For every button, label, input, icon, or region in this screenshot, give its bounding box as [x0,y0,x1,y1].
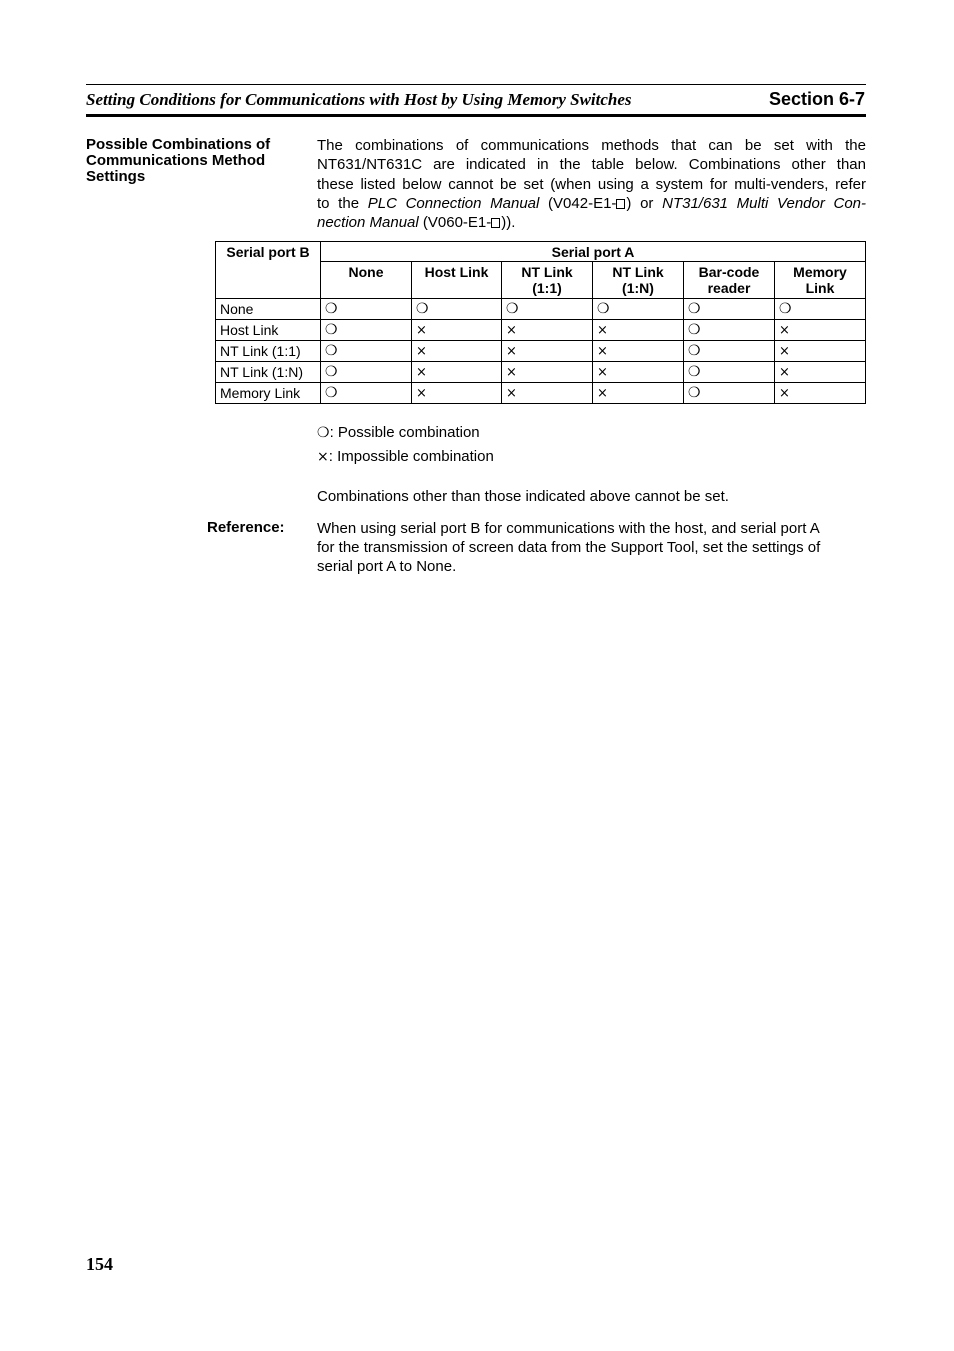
column-header-line: reader [707,280,751,296]
column-header-line: NT Link [521,264,573,280]
impossible-cell: × [593,362,684,383]
intro-line [317,213,866,232]
possible-cell: ❍ [321,362,412,383]
column-header-line: (1:N) [622,280,654,296]
column-header [321,262,412,299]
row-label: Host Link [216,320,321,341]
impossible-cell: × [593,383,684,404]
header-top-rule [86,84,866,85]
manual-code: (V042-E1- ) or [548,194,654,212]
impossible-cell: × [775,383,866,404]
reference-line: serial port A to None. [317,558,457,575]
impossible-cell: × [593,341,684,362]
side-heading-line: Possible Combinations of [86,136,271,153]
box-placeholder-icon [616,199,625,209]
impossible-cell: × [775,362,866,383]
impossible-cell: × [775,320,866,341]
column-header-line: Memory [793,264,847,280]
impossible-cell: × [502,320,593,341]
manual-title-plc: PLC Connection Manual [367,194,540,212]
column-header [593,262,684,299]
possible-cell: ❍ [684,383,775,404]
impossible-cell: × [412,383,502,404]
possible-cell: ❍ [684,362,775,383]
table-body [216,299,866,404]
intro-line: The combinations of communications methods that can be set with the [317,137,866,154]
impossible-cell: × [412,320,502,341]
side-heading-line: Communications Method [86,152,266,169]
row-label: NT Link (1:1) [216,341,321,362]
possible-cell: ❍ [593,299,684,320]
table-row [216,383,866,404]
cross-icon: × [317,449,329,465]
manual-code: (V060-E1- [422,214,492,232]
column-header-line: NT Link [612,264,664,280]
header-serial-port-a: Serial port A [321,242,866,262]
column-header [502,262,593,299]
box-placeholder-icon [491,218,500,228]
possible-cell: ❍ [321,320,412,341]
table-row [216,362,866,383]
running-header-section: Section 6-7 [768,89,865,109]
impossible-cell: × [412,341,502,362]
impossible-cell: × [502,341,593,362]
impossible-cell: × [775,341,866,362]
possible-cell: ❍ [321,341,412,362]
side-heading [86,137,306,185]
intro-line: NT631/NT631C are indicated in the table below. Combinations other than [317,156,866,174]
page-number: 154 [86,1254,113,1274]
possible-cell: ❍ [321,383,412,404]
column-header-line: (1:1) [532,280,562,296]
column-header [684,262,775,299]
possible-cell: ❍ [775,299,866,320]
reference-line: When using serial port B for communications with the host, and serial port A [317,520,820,537]
intro-line: these listed below cannot be set (when using a system for multi-venders, refer [317,175,866,193]
reference-text [317,519,820,576]
row-label: Memory Link [216,383,321,404]
possible-cell: ❍ [321,299,412,320]
combinations-table [215,241,866,404]
column-header-line: Bar-code [698,264,760,280]
intro-text: to the [317,194,360,212]
legend [317,421,494,469]
note-text: Combinations other than those indicated above cannot be set. [317,488,729,505]
table-row [216,341,866,362]
side-heading-line: Settings [86,168,146,185]
impossible-cell: × [502,383,593,404]
column-header-line: Link [805,280,835,296]
manual-title-nt-cont: nection Manual [317,214,419,232]
intro-text: )). [501,214,516,232]
possible-cell: ❍ [412,299,502,320]
reference-line: for the transmission of screen data from the Support Tool, set the settings of [317,539,821,556]
running-header-title: Setting Conditions for Communications with Host by Using Memory Switches [86,90,632,109]
possible-cell: ❍ [684,341,775,362]
row-label: None [216,299,321,320]
column-header-line: None [348,264,384,280]
possible-cell: ❍ [684,320,775,341]
table-row [216,320,866,341]
header-serial-port-b: Serial port B [216,242,321,299]
column-header [775,262,866,299]
legend-impossible: ×: Impossible combination [317,448,494,465]
intro-paragraph [317,136,866,232]
circle-icon: ❍ [317,425,330,441]
possible-cell: ❍ [502,299,593,320]
intro-line [317,194,866,213]
row-label: NT Link (1:N) [216,362,321,383]
legend-possible: ❍: Possible combination [317,424,480,441]
header-rule [86,114,866,117]
reference-label: Reference: [207,519,285,536]
table-row [216,299,866,320]
column-header-line: Host Link [424,264,489,280]
impossible-cell: × [502,362,593,383]
manual-title-nt: NT31/631 Multi Vendor Con- [662,194,867,212]
column-header [412,262,502,299]
possible-cell: ❍ [684,299,775,320]
impossible-cell: × [593,320,684,341]
impossible-cell: × [412,362,502,383]
